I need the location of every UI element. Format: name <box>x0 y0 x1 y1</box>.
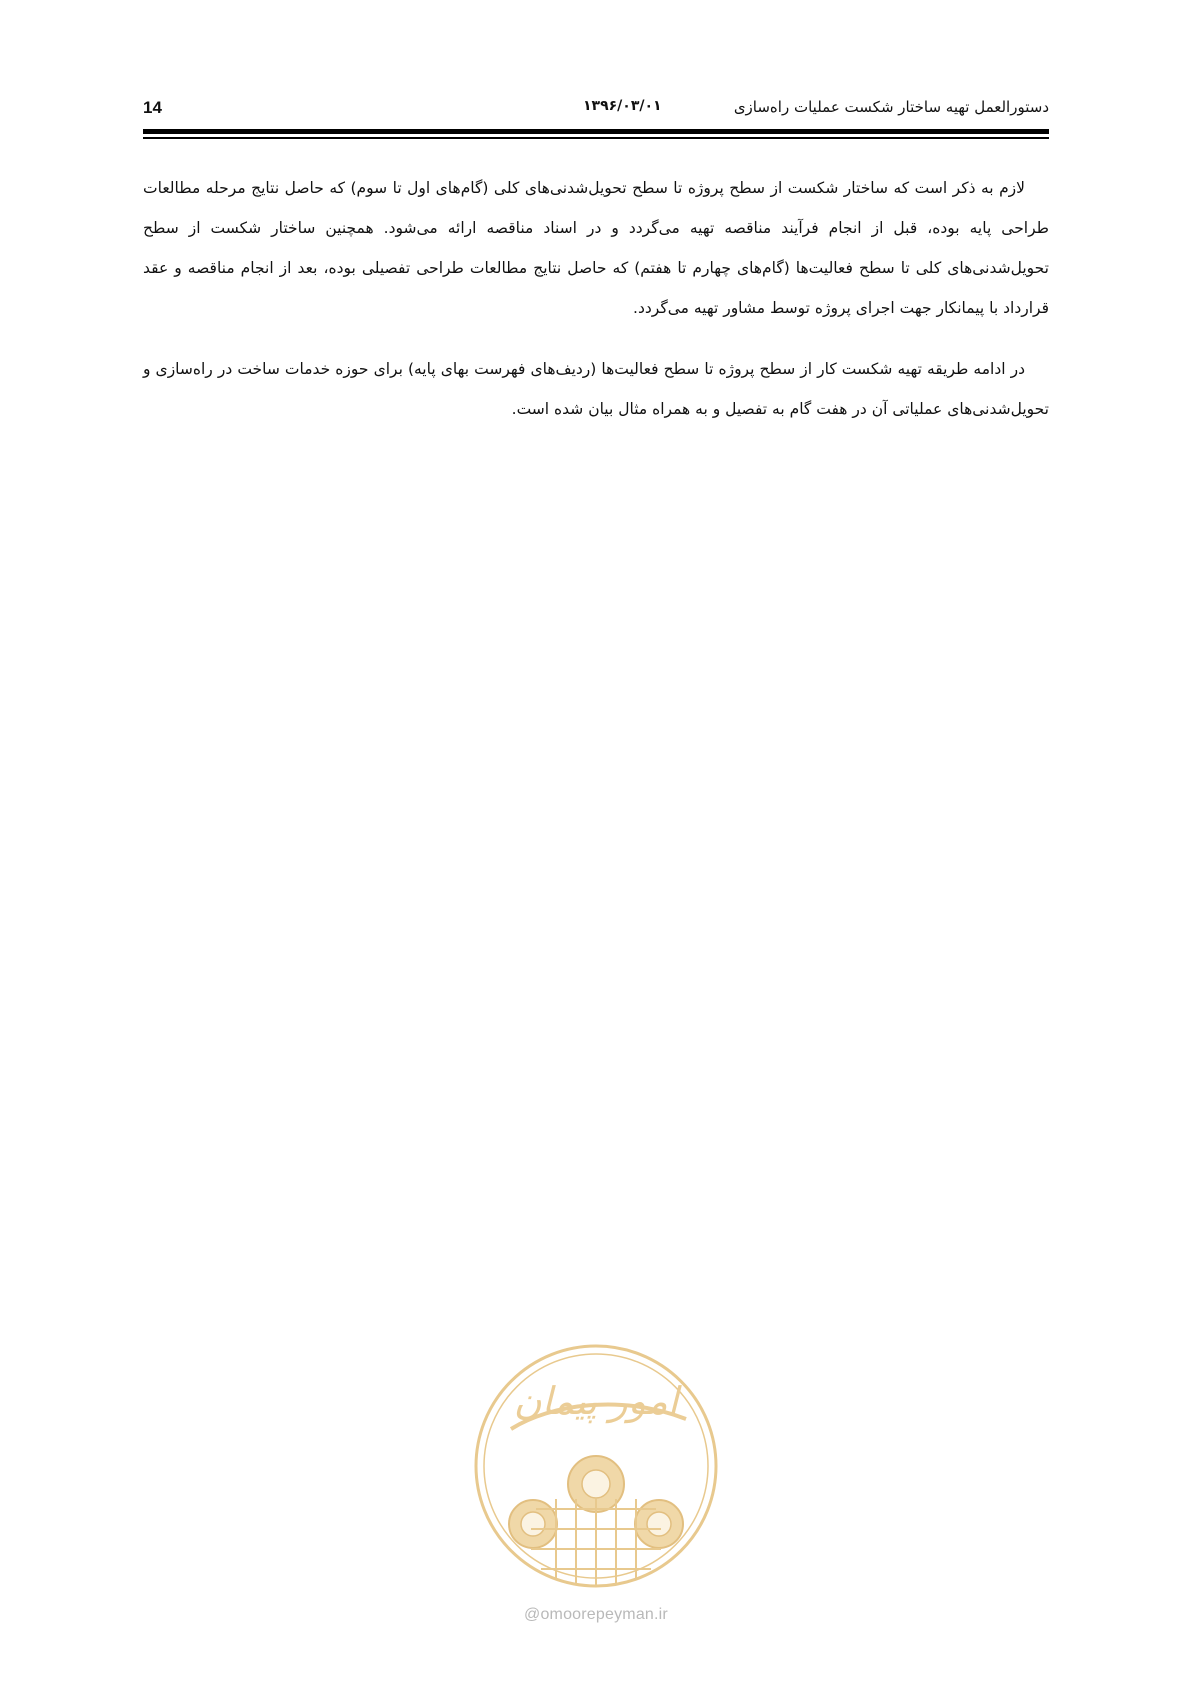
header-title: دستورالعمل تهیه ساختار شکست عملیات راه‌سازی <box>733 98 1049 116</box>
header-rule-thick <box>143 129 1049 134</box>
page-number: 14 <box>143 98 162 117</box>
paragraph: در ادامه طریقه تهیه شکست کار از سطح پروژه تا سطح فعالیت‌ها (ردیف‌های فهرست بهای پایه) برای حوزه خدمات ساخت در راه‌سازی و تحویل‌شدنی‌های عملیاتی آن در هفت گام به تفصیل و به همراه مثال بیان شده است. <box>143 360 1049 418</box>
watermark-caption: @omoorepeyman.ir <box>524 1606 668 1623</box>
watermark-logo-text: امور پیمان <box>513 1379 679 1423</box>
body-text <box>143 168 1049 429</box>
header-date: ۱۳۹۶/۰۳/۰۱ <box>583 98 662 114</box>
paragraph: لازم به ذکر است که ساختار شکست از سطح پروژه تا سطح تحویل‌شدنی‌های کلی (گام‌های اول تا سوم) که حاصل نتایج مرحله مطالعات طراحی پایه بوده، قبل از انجام فرآیند مناقصه تهیه می‌گردد و در اسناد مناقصه ارائه می‌شود. همچنین ساختار شکست از سطح تحویل‌شدنی‌های کلی تا سطح فعالیت‌ها (گام‌های چهارم تا هفتم) که حاصل نتایج مطالعات طراحی تفصیلی بوده، بعد از انجام مناقصه و عقد قرارداد با پیمانکار جهت اجرای پروژه توسط مشاور تهیه می‌گردد. <box>143 179 1049 317</box>
page-header <box>143 92 1049 126</box>
watermark-logo <box>471 1334 721 1634</box>
watermark-emblem-icon <box>471 1334 721 1604</box>
header-rule-thin <box>143 137 1049 139</box>
